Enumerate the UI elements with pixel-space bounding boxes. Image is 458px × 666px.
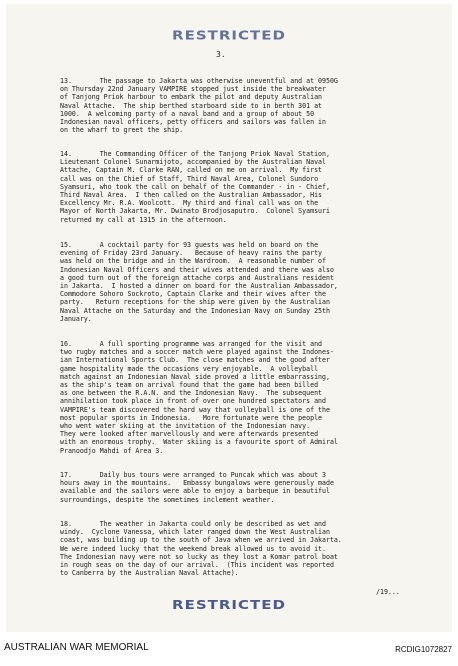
archive-id: RCDIG1072827 [395,645,452,654]
continuation-marker: /19... [376,588,400,596]
paragraph-17: 17. Daily bus tours were arranged to Puncak which was about 3 hours away in the mountains. Embassy bungalows were generously made available and the sailors were able to enjoy a barbeque in beautiful surroundings, despite the sometimes inclement weather. [60,471,334,504]
paragraph-14: 14. The Commanding Officer of the Tanjong Priok Naval Station, Lieutenant Colonel Sunarmijoto, accompanied by the Australian Naval Attache, Captain M. Clarke RAN, called on me on arrival. My first call was on the Chief of Staff, Third Naval Area, Colonel Sundoro Syamsuri, who took the call on behalf of the Commander - in - Chief, Third Naval Area. I then called on the Australian Ambassador, His Excellency Mr. R.A. Woolcott. My third and final call was on the Mayor of North Jakarta, Mr. Dwinato Brodjosaputro. Colonel Syamsuri returned my call at 1315 in the afternoon. [60,150,330,224]
document-page [6,4,452,632]
classification-stamp-top: RESTRICTED [172,27,286,43]
paragraph-15: 15. A cocktail party for 93 guests was held on board on the evening of Friday 23rd January. Because of heavy rains the party was held on the bridge and in the Wardroom. A reasonable number of Indonesian Naval Officers and their wives attended and there was also a good turn out of the foreign attache corps and Australians resident in Jakarta. I hosted a dinner on board for the Australian Ambassador, Commodore Sohoro Sockroto, Captain Clarke and their wives after the party. Return receptions for the ship were given by the Australian Naval Attache on the Saturday and the Indonesian Navy on Sunday 25th January. [60,241,338,323]
paragraph-16: 16. A full sporting programme was arranged for the visit and two rugby matches and a soccer match were played against the Indones- ian International Sports Club. The close matches and the good after game hospitality made the occasions very enjoyable. A volleyball match against an Indonesian Naval side proved a little embarrassing, as the ship's team on arrival found that the game had been billed as one between the R.A.N. and the Indonesian Navy. The subsequent annihilation took place in front of over one hundred spectators and VAMPIRE's team discovered the hard way that volleyball is one of the most popular sports in Indonesia. More fortunate were the people who went water skiing at the invitation of the Indonesian navy. They were looked after marvellously and were afterwards presented with an enormous trophy. Water skiing is a favourite sport of Admiral Pranoodjo Mahdi of Area 3. [60,340,338,455]
page-number: 3. [216,50,226,59]
paragraph-18: 18. The weather in Jakarta could only be described as wet and windy. Cyclone Vanessa, which later ranged down the West Australian coast, was building up to the south of Java when we arrived in Jakarta. We were indeed lucky that the weekend break allowed us to avoid it. The Indonesian navy were not so lucky as they lost a Komar patrol boat in rough seas on the day of our arrival. (This incident was reported to Canberra by the Australian Naval Attache). [60,520,342,578]
paragraph-13: 13. The passage to Jakarta was otherwise uneventful and at 0950G on Thursday 22nd January VAMPIRE stopped just inside the breakwater of Tanjong Priok harbour to embark the pilot and deputy Australian Naval Attache. The ship berthed starboard side to in berth 301 at 1000. A welcoming party of a naval band and a group of about 50 Indonesian naval officers, petty officers and sailors was fallen in on the wharf to greet the ship. [60,77,338,135]
classification-stamp-bottom: RESTRICTED [172,597,286,613]
archive-credit: AUSTRALIAN WAR MEMORIAL [4,642,149,653]
